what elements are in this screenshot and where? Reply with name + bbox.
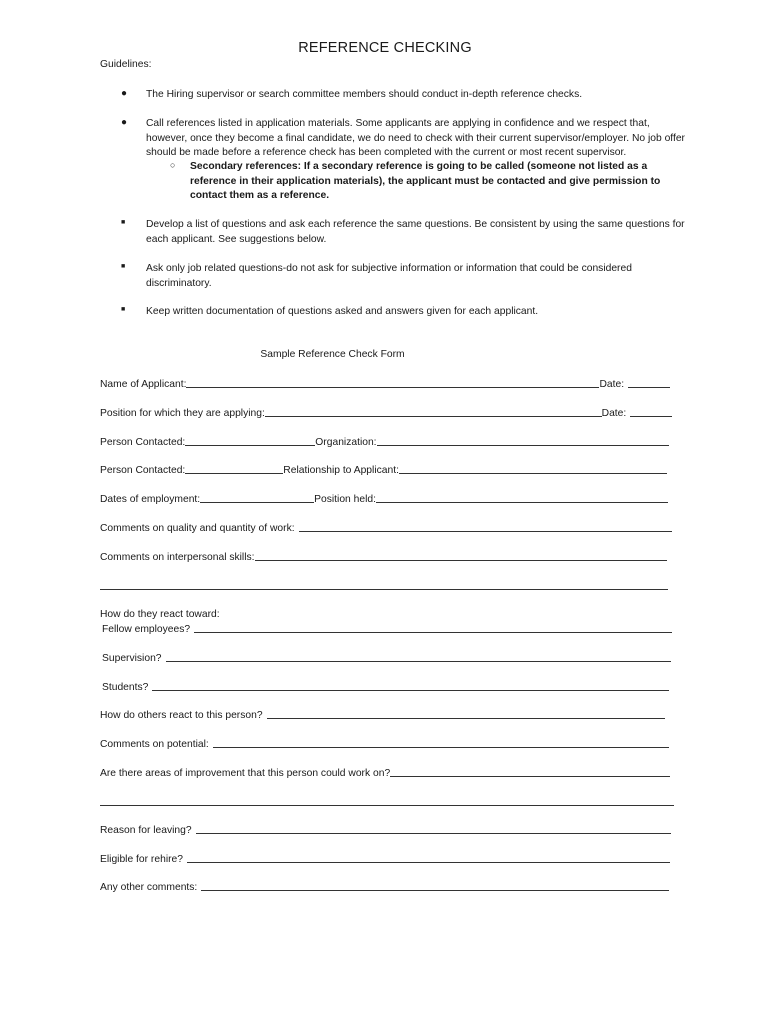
page-title: REFERENCE CHECKING — [298, 40, 472, 56]
guidelines-heading: Guidelines: — [100, 59, 152, 70]
position-held-label: Position held: — [314, 494, 376, 505]
other-comments-field[interactable] — [201, 880, 669, 891]
potential-label: Comments on potential: — [100, 739, 209, 750]
applicant-name-row — [100, 376, 672, 390]
others-react-field[interactable] — [267, 708, 665, 719]
supervision-row — [102, 650, 674, 664]
students-row — [102, 679, 674, 693]
others-react-row — [100, 707, 672, 721]
person-contacted-row — [100, 434, 672, 448]
bullet-disc-icon: ● — [121, 117, 128, 128]
potential-row — [100, 736, 672, 750]
interpersonal-label: Comments on interpersonal skills: — [100, 552, 255, 563]
students-field[interactable] — [152, 680, 669, 691]
fellow-label: Fellow employees? — [102, 624, 191, 635]
other-comments-row — [100, 879, 672, 893]
date-field[interactable] — [630, 406, 672, 417]
bullet-square-icon: ■ — [121, 219, 126, 226]
supervision-field[interactable] — [166, 651, 671, 662]
fellow-row — [102, 621, 674, 635]
quality-field[interactable] — [299, 521, 672, 532]
blank-line[interactable] — [100, 804, 674, 806]
position-row — [100, 405, 672, 419]
rehire-label: Eligible for rehire? — [100, 854, 183, 865]
relationship-field[interactable] — [399, 463, 667, 474]
employment-row — [100, 491, 672, 505]
rehire-field[interactable] — [187, 852, 670, 863]
students-label: Students? — [102, 682, 149, 693]
bullet-square-icon: ■ — [121, 263, 126, 270]
person-contacted-label: Person Contacted: — [100, 465, 186, 476]
person-contacted-field[interactable] — [185, 435, 315, 446]
date-label: Date: — [599, 379, 625, 390]
person-contacted-field[interactable] — [185, 463, 283, 474]
date-field[interactable] — [628, 377, 670, 388]
relationship-label: Relationship to Applicant: — [283, 465, 399, 476]
applicant-name-field[interactable] — [186, 377, 599, 388]
supervision-label: Supervision? — [102, 653, 162, 664]
bullet-square-icon: ■ — [121, 306, 126, 313]
person-contacted-row — [100, 462, 672, 476]
dates-employment-label: Dates of employment: — [100, 494, 201, 505]
bullet-circle-icon: ○ — [170, 160, 176, 170]
position-held-field[interactable] — [376, 492, 668, 503]
improvement-field[interactable] — [390, 766, 670, 777]
other-comments-label: Any other comments: — [100, 882, 198, 893]
leaving-row — [100, 822, 672, 836]
interpersonal-row — [100, 549, 672, 563]
react-heading — [100, 606, 672, 620]
quality-row — [100, 520, 672, 534]
leaving-label: Reason for leaving? — [100, 825, 192, 836]
position-label: Position for which they are applying: — [100, 408, 265, 419]
bullet-disc-icon: ● — [121, 88, 128, 99]
person-contacted-label: Person Contacted: — [100, 437, 186, 448]
organization-label: Organization: — [315, 437, 377, 448]
potential-field[interactable] — [213, 737, 669, 748]
others-react-label: How do others react to this person? — [100, 710, 263, 721]
organization-field[interactable] — [377, 435, 669, 446]
blank-line[interactable] — [100, 588, 668, 590]
react-heading-label: How do they react toward: — [100, 609, 220, 620]
fellow-field[interactable] — [194, 622, 672, 633]
improvement-label: Are there areas of improvement that this person could work on? — [100, 768, 391, 779]
dates-employment-field[interactable] — [200, 492, 314, 503]
applicant-name-label: Name of Applicant: — [100, 379, 187, 390]
interpersonal-field[interactable] — [255, 550, 667, 561]
position-field[interactable] — [265, 406, 602, 417]
quality-label: Comments on quality and quantity of work: — [100, 523, 295, 534]
leaving-field[interactable] — [196, 823, 671, 834]
rehire-row — [100, 851, 674, 865]
date-label: Date: — [601, 408, 627, 419]
improvement-row — [100, 765, 672, 779]
form-title: Sample Reference Check Form — [260, 349, 405, 360]
